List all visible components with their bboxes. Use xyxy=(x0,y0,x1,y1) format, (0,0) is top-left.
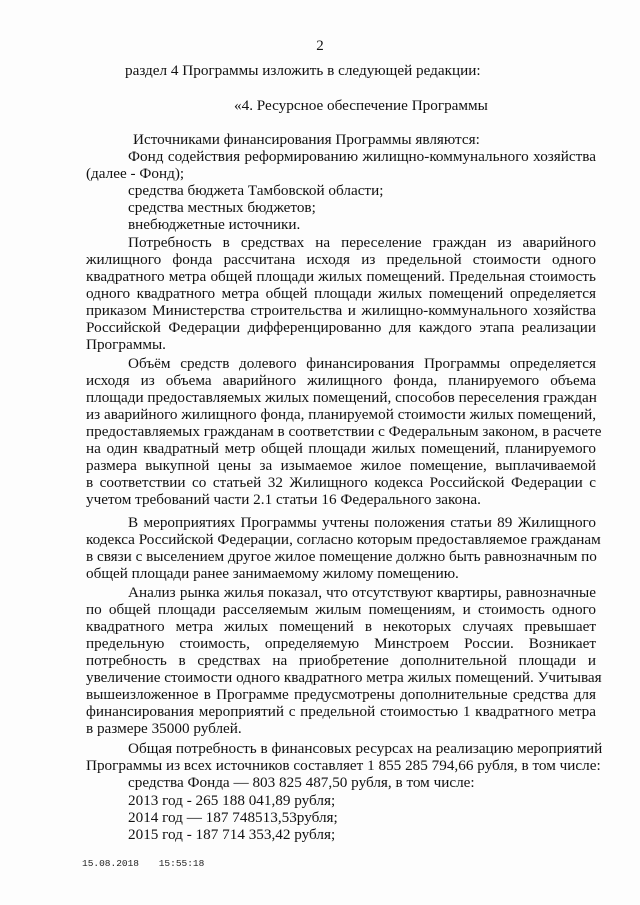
paragraph2-line: размера выкупной цены за изымаемое жилое помещение, выплачиваемой xyxy=(86,457,596,474)
fund-total-line: средства Фонда — 803 825 487,50 рубля, в том числе: xyxy=(128,774,475,791)
source-extra-budgetary: внебюджетные источники. xyxy=(128,216,301,233)
footer-date: 15.08.2018 xyxy=(82,858,140,869)
source-fund-line: Фонд содействия реформированию жилищно-коммунального хозяйства xyxy=(128,148,596,165)
section-title: «4. Ресурсное обеспечение Программы xyxy=(234,97,488,114)
paragraph1-line: приказом Министерства строительства и жилищно-коммунального хозяйства xyxy=(86,302,596,319)
paragraph1-line: Программы. xyxy=(86,336,166,353)
paragraph1-line: Российской Федерации дифференцированно для каждого этапа реализации xyxy=(86,319,596,336)
paragraph4-line: Анализ рынка жилья показал, что отсутствуют квартиры, равнозначные xyxy=(128,584,596,601)
fund-year-2013: 2013 год - 265 188 041,89 рубля; xyxy=(128,792,336,809)
paragraph2-line: исходя из объема аварийного жилищного фонда, планируемого объема xyxy=(86,372,596,389)
paragraph4-line: по общей площади расселяемым жилым помещениям, и стоимость одного xyxy=(86,601,596,618)
paragraph4-line: потребность в средствах на приобретение дополнительной площади и xyxy=(86,652,596,669)
paragraph4-line: в размере 35000 рублей. xyxy=(86,720,242,737)
paragraph5-line: Общая потребность в финансовых ресурсах на реализацию мероприятий xyxy=(128,740,603,757)
paragraph4-line: увеличение стоимости одного квадратного метра жилых помещений. Учитывая xyxy=(86,669,602,686)
paragraph2-line: из аварийного жилищного фонда, планируемой стоимости жилых помещений, xyxy=(86,406,596,423)
paragraph1-line: квадратного метра общей площади жилых помещений. Предельная стоимость xyxy=(86,268,596,285)
paragraph4-line: квадратного метра жилых помещений в некоторых случаях превышает xyxy=(86,618,596,635)
source-regional-budget: средства бюджета Тамбовской области; xyxy=(128,182,384,199)
paragraph3-line: кодекса Российской Федерации, согласно которым предоставляемое гражданам xyxy=(86,531,601,548)
paragraph4-line: предельную стоимость, определяемую Минстроем России. Возникает xyxy=(86,635,596,652)
print-footer xyxy=(82,858,218,869)
paragraph2-line: на один квадратный метр общей площади жилых помещений, планируемого xyxy=(86,440,596,457)
paragraph4-line: вышеизложенное в Программе предусмотрены дополнительные средства для xyxy=(86,686,596,703)
source-local-budgets: средства местных бюджетов; xyxy=(128,199,316,216)
page-number: 2 xyxy=(316,38,324,54)
fund-year-2014: 2014 год — 187 748513,53рубля; xyxy=(128,809,338,826)
paragraph1-line: Потребность в средствах на переселение граждан из аварийного xyxy=(128,234,596,251)
paragraph4-line: финансирования мероприятий с предельной стоимостью 1 квадратного метра xyxy=(86,703,596,720)
paragraph3-line: в связи с выселением другое жилое помещение должно быть равнозначным по xyxy=(86,548,597,565)
paragraph2-line: в соответствии со статьей 32 Жилищного кодекса Российской Федерации с xyxy=(86,474,596,491)
paragraph2-line: учетом требований части 2.1 статьи 16 Федерального закона. xyxy=(86,491,481,508)
paragraph3-line: общей площади ранее занимаемому жилому помещению. xyxy=(86,565,459,582)
paragraph3-line: В мероприятиях Программы учтены положения статьи 89 Жилищного xyxy=(128,514,596,531)
footer-time: 15:55:18 xyxy=(158,858,205,869)
paragraph2-line: предоставляемых гражданам в соответствии с Федеральным законом, в расчете xyxy=(86,423,602,440)
paragraph1-line: одного квадратного метра общей площади жилых помещений определяется xyxy=(86,285,596,302)
intro-line: раздел 4 Программы изложить в следующей редакции: xyxy=(125,62,481,79)
sources-intro: Источниками финансирования Программы являются: xyxy=(133,131,480,148)
fund-year-2015: 2015 год - 187 714 353,42 рубля; xyxy=(128,826,336,843)
paragraph2-line: площади предоставляемых жилых помещений, способов переселения граждан xyxy=(86,389,597,406)
paragraph5-line: Программы из всех источников составляет 1 855 285 794,66 рубля, в том числе: xyxy=(86,757,601,774)
source-fund-abbr: (далее - Фонд); xyxy=(86,165,185,182)
paragraph1-line: жилищного фонда рассчитана исходя из предельной стоимости одного xyxy=(86,251,596,268)
paragraph2-line: Объём средств долевого финансирования Программы определяется xyxy=(128,355,596,372)
